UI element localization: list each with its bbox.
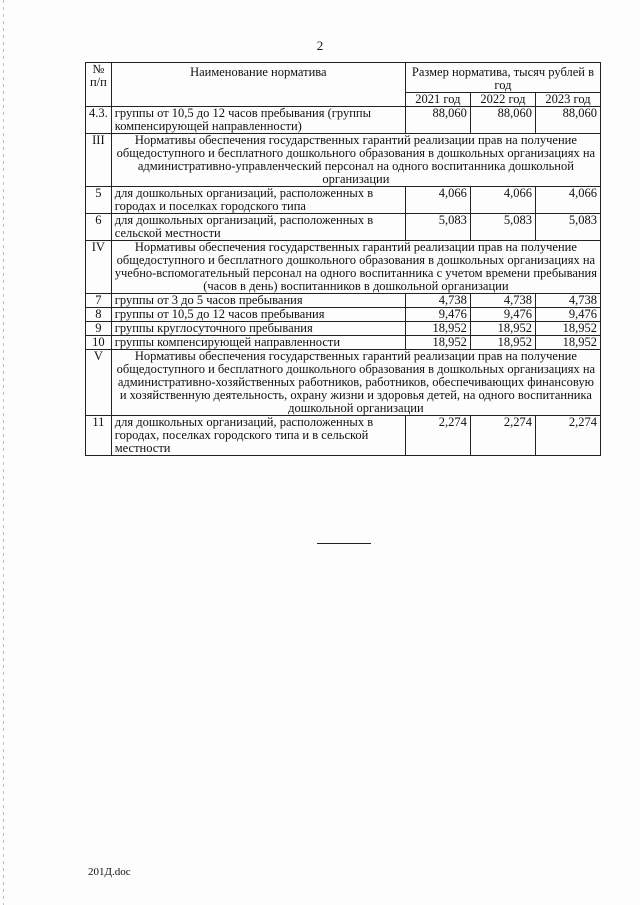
value-2023: 4,066	[535, 187, 600, 214]
value-2022: 88,060	[470, 107, 535, 134]
value-2022: 4,738	[470, 294, 535, 308]
header-year-2023: 2023 год	[535, 93, 600, 107]
value-2021: 18,952	[405, 336, 470, 350]
row-number: 5	[86, 187, 112, 214]
value-2021: 88,060	[405, 107, 470, 134]
header-year-2021: 2021 год	[405, 93, 470, 107]
row-number: IV	[86, 241, 112, 294]
table-row	[86, 416, 601, 456]
value-2023: 88,060	[535, 107, 600, 134]
row-number: V	[86, 350, 112, 416]
section-title: Нормативы обеспечения государственных гарантий реализации прав на получение общедоступного и бесплатного дошкольного образования в дошкольных организациях на учебно-вспомогательный персонал на одного воспитанника с учетом времени пребывания (часов в день) воспитанников в дошкольной организации	[111, 241, 600, 294]
value-2022: 2,274	[470, 416, 535, 456]
table-row	[86, 107, 601, 134]
value-2021: 4,066	[405, 187, 470, 214]
row-number: 6	[86, 214, 112, 241]
table-row	[86, 214, 601, 241]
normatives-table	[85, 62, 601, 456]
scan-edge	[3, 0, 4, 905]
table-row	[86, 294, 601, 308]
header-year-2022: 2022 год	[470, 93, 535, 107]
value-2023: 9,476	[535, 308, 600, 322]
row-number: 7	[86, 294, 112, 308]
value-2023: 2,274	[535, 416, 600, 456]
value-2021: 2,274	[405, 416, 470, 456]
table-row	[86, 322, 601, 336]
table-row	[86, 187, 601, 214]
footer-filename: 201Д.doc	[88, 866, 131, 878]
header-name: Наименование норматива	[111, 63, 405, 107]
header-number: № п/п	[86, 63, 112, 107]
value-2022: 18,952	[470, 322, 535, 336]
value-2022: 5,083	[470, 214, 535, 241]
value-2023: 4,738	[535, 294, 600, 308]
table-row	[86, 336, 601, 350]
value-2022: 18,952	[470, 336, 535, 350]
section-row	[86, 350, 601, 416]
value-2023: 5,083	[535, 214, 600, 241]
normative-name: группы от 10,5 до 12 часов пребывания	[111, 308, 405, 322]
normative-name: группы круглосуточного пребывания	[111, 322, 405, 336]
value-2022: 9,476	[470, 308, 535, 322]
row-number: 4.3.	[86, 107, 112, 134]
end-divider	[317, 543, 371, 544]
row-number: 9	[86, 322, 112, 336]
value-2022: 4,066	[470, 187, 535, 214]
row-number: 10	[86, 336, 112, 350]
row-number: 11	[86, 416, 112, 456]
value-2023: 18,952	[535, 322, 600, 336]
row-number: 8	[86, 308, 112, 322]
section-row	[86, 241, 601, 294]
section-row	[86, 134, 601, 187]
row-number: III	[86, 134, 112, 187]
normative-name: для дошкольных организаций, расположенных в сельской местности	[111, 214, 405, 241]
section-title: Нормативы обеспечения государственных гарантий реализации прав на получение общедоступного и бесплатного дошкольного образования в дошкольных организациях на административно-хозяйственных работников, работников, обеспечивающих финансовую и хозяйственную деятельность, охрану жизни и здоровья детей, на одного воспитанника дошкольной организации	[111, 350, 600, 416]
normative-name: группы компенсирующей направленности	[111, 336, 405, 350]
normative-name: группы от 10,5 до 12 часов пребывания (группы компенсирующей направленности)	[111, 107, 405, 134]
section-title: Нормативы обеспечения государственных гарантий реализации прав на получение общедоступного и бесплатного дошкольного образования в дошкольных организациях на административно-управленческий персонал на одного воспитанника дошкольной организации	[111, 134, 600, 187]
normative-name: для дошкольных организаций, расположенных в городах и поселках городского типа	[111, 187, 405, 214]
value-2021: 4,738	[405, 294, 470, 308]
value-2021: 9,476	[405, 308, 470, 322]
value-2023: 18,952	[535, 336, 600, 350]
value-2021: 18,952	[405, 322, 470, 336]
header-size: Размер норматива, тысяч рублей в год	[405, 63, 600, 93]
table-row	[86, 308, 601, 322]
table-header-row	[86, 63, 601, 93]
value-2021: 5,083	[405, 214, 470, 241]
normative-name: группы от 3 до 5 часов пребывания	[111, 294, 405, 308]
normative-name: для дошкольных организаций, расположенных в городах, поселках городского типа и в сельской местности	[111, 416, 405, 456]
page-number: 2	[316, 38, 324, 53]
